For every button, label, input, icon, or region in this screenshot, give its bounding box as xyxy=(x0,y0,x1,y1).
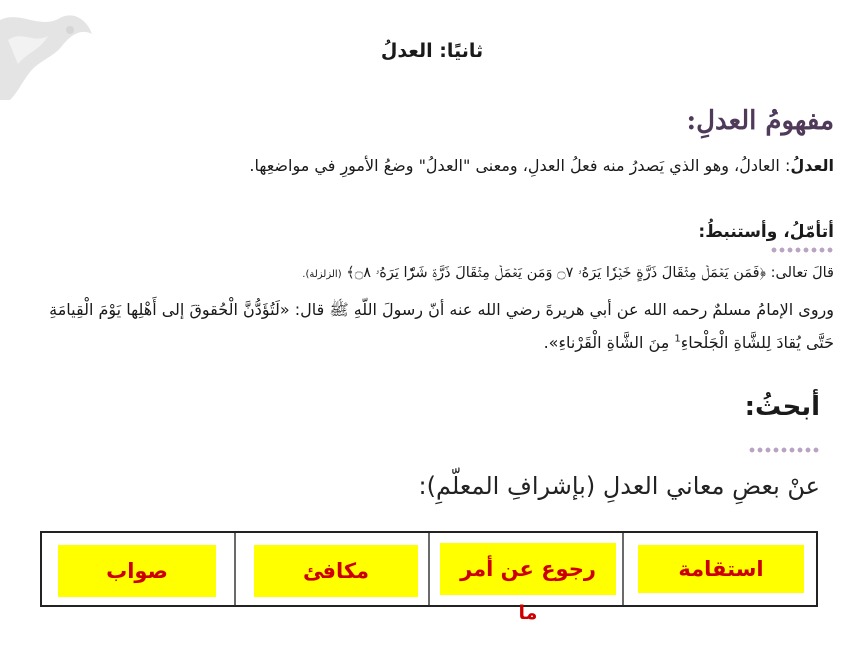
research-heading: أبحثُ: xyxy=(744,392,820,422)
answer-box-1[interactable] xyxy=(638,545,804,593)
research-prompt: عنْ بعضِ معاني العدلِ (بإشرافِ المعلّمِ): xyxy=(418,472,820,500)
concept-heading: مفهومُ العدلِ: xyxy=(686,106,834,136)
answer-box-2[interactable] xyxy=(440,543,616,595)
hadith-line-1: وروى الإمامُ مسلمٌ رحمه الله عن أبي هريرةَ رضي الله عنه أنّ رسولَ اللّهِ ﷺ قال: «لَتُؤَدُّنَّ الْحُقوقَ إلى أَهْلِها يَوْمَ الْقِيامَةِ xyxy=(49,300,834,319)
answer-cell-2 xyxy=(428,533,622,605)
answer-overflow-text: ما xyxy=(518,602,538,624)
research-dots-divider xyxy=(748,446,820,454)
answer-label-4: صواب xyxy=(106,559,168,583)
answer-label-2: رجوع عن أمر xyxy=(460,557,596,581)
section-title: ثانيًا: العدلُ xyxy=(380,40,484,62)
hadith-line-2-text: حَتَّى يُقادَ لِلشَّاةِ الْجَلْحاءِ xyxy=(680,333,834,352)
definition-line xyxy=(34,156,834,175)
answer-cell-1 xyxy=(622,533,816,605)
verse-line xyxy=(14,265,834,281)
answer-box-3[interactable] xyxy=(254,545,418,597)
reflect-heading: أتأمّلُ، وأستنبطُ: xyxy=(698,222,834,242)
verse-text: ﴿فَمَن يَعۡمَلۡ مِثۡقَالَ ذَرَّةٍ خَيۡرٗا يَرَهُۥ ۝٧ وَمَن يَعۡمَلۡ مِثۡقَالَ ذَرَّةٖ شَرّٗا يَرَهُۥ ۝٨﴾ xyxy=(346,265,767,281)
definition-term: العدلُ xyxy=(790,156,834,175)
answer-cell-3 xyxy=(234,533,428,605)
definition-text: : العادلُ، وهو الذي يَصدرُ منه فعلُ العدلِ، ومعنى "العدلُ" وضعُ الأمورِ في مواضعِها. xyxy=(249,156,791,175)
verse-intro: قالَ تعالى: xyxy=(766,265,834,281)
footnote-mark: 1 xyxy=(674,333,681,345)
answer-cell-4 xyxy=(42,533,234,605)
hadith-line-2 xyxy=(14,333,834,352)
surah-reference: (الزلزلة). xyxy=(302,269,342,280)
answer-label-1: استقامة xyxy=(678,557,764,581)
answer-label-3: مكافئ xyxy=(302,559,370,583)
hadith-line-2-end: مِنَ الشَّاةِ الْقَرْناءِ». xyxy=(543,333,675,352)
reflect-dots-divider xyxy=(770,246,834,254)
answers-table xyxy=(40,531,818,607)
answer-box-4[interactable] xyxy=(58,545,216,597)
